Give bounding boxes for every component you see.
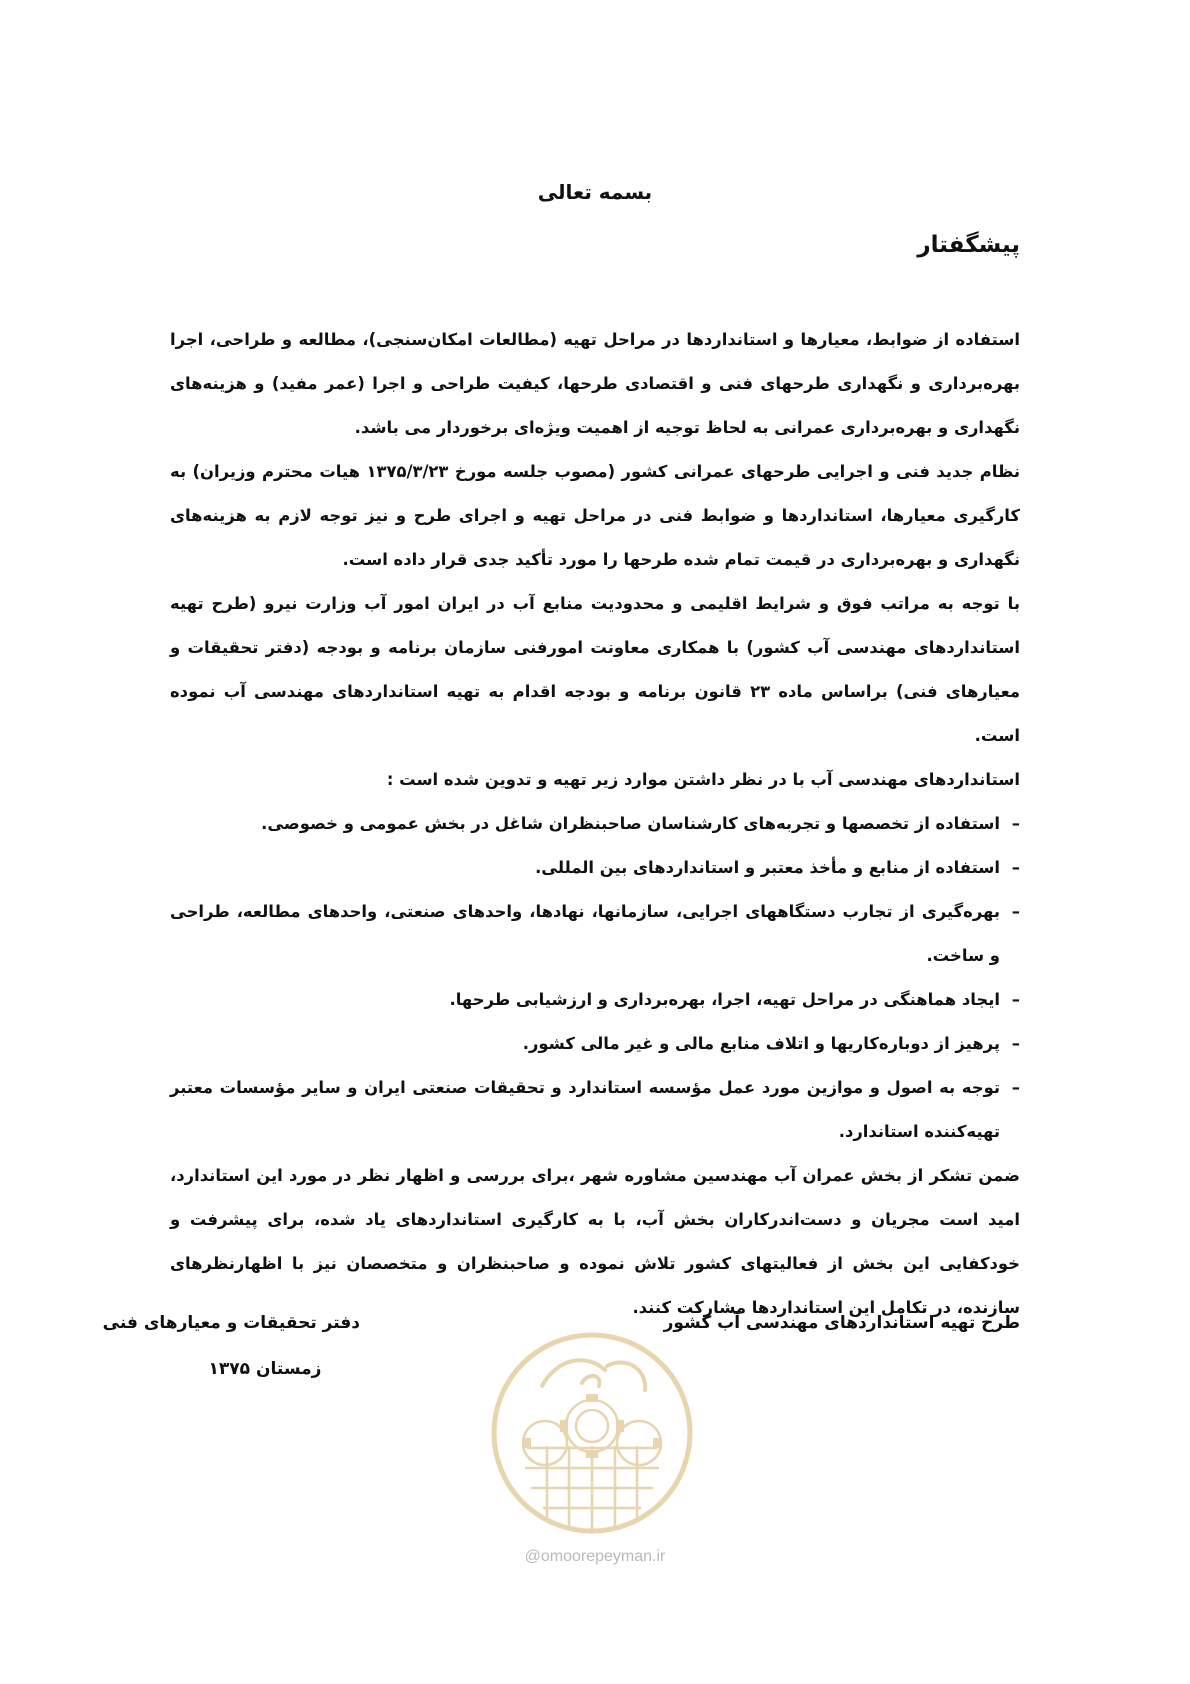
preface-body — [170, 318, 1020, 1330]
signature-right — [664, 1300, 1020, 1346]
signature-right-org: طرح تهیه استانداردهای مهندسی آب کشور — [663, 1313, 1020, 1333]
list-item: – بهره‌گیری از تجارب دستگاههای اجرایی، سازمانها، نهادها، واحدهای صنعتی، واحدهای مطالعه، طراحی و ساخت. — [170, 890, 1020, 978]
signature-left — [102, 1300, 360, 1392]
paragraph: استانداردهای مهندسی آب با در نظر داشتن موارد زیر تهیه و تدوین شده است : — [386, 770, 1020, 789]
paragraph: استفاده از ضوابط، معیارها و استانداردها در مراحل تهیه (مطالعات امکان‌سنجی)، مطالعه و طراحی، اجرا بهره‌برداری و نگهداری طرحهای فنی و اقتصادی طرحها، کیفیت طراحی و اجرا (عمر مفید) و هزینه‌های نگهداری و بهره‌برداری عمرانی به لحاظ توجیه از اهمیت ویژه‌ای برخوردار می باشد. — [170, 330, 1020, 437]
paragraph: نظام جدید فنی و اجرایی طرحهای عمرانی کشور (مصوب جلسه مورخ ۱۳۷۵/۳/۲۳ هیات محترم وزیران) به کارگیری معیارها، استانداردها و ضوابط فنی در مراحل تهیه و اجرای طرح و نیز توجه لازم به هزینه‌های نگهداری و بهره‌برداری در قیمت تمام شده طرحها را مورد تأکید جدی قرار داده است. — [170, 462, 1020, 569]
list-item: – استفاده از تخصصها و تجربه‌های کارشناسان صاحبنظران شاغل در بخش عمومی و خصوصی. — [170, 802, 1020, 846]
signature-left-org: دفتر تحقیقات و معیارهای فنی — [102, 1313, 360, 1333]
criteria-list — [170, 802, 1020, 1154]
bismillah-heading: بسمه تعالی — [537, 180, 653, 204]
list-item: – توجه به اصول و موازین مورد عمل مؤسسه استاندارد و تحقیقات صنعتی ایران و سایر مؤسسات معتبر تهیه‌کننده استاندارد. — [170, 1066, 1020, 1154]
page-title: پیشگفتار — [917, 232, 1020, 258]
list-item: – ایجاد هماهنگی در مراحل تهیه، اجرا، بهره‌برداری و ارزشیابی طرحها. — [170, 978, 1020, 1022]
closing-paragraph: ضمن تشکر از بخش عمران آب مهندسین مشاوره شهر ،برای بررسی و اظهار نظر در مورد این استاندارد، امید است مجریان و دست‌اندرکاران بخش آب، با به کارگیری استانداردهای یاد شده، برای پیشرفت و خودکفایی این بخش از فعالیتهای کشور تلاش نموده و صاحبنظران و متخصصان نیز با اظهارنظرهای سازنده، در تکامل این استانداردها مشارکت کنند. — [170, 1166, 1020, 1317]
paragraph: با توجه به مراتب فوق و شرایط اقلیمی و محدودیت منابع آب در ایران امور آب وزارت نیرو (طرح تهیه استانداردهای مهندسی آب کشور) با همکاری معاونت امورفنی سازمان برنامه و بودجه (دفتر تحقیقات و معیارهای فنی) براساس ماده ۲۳ قانون برنامه و بودجه اقدام به تهیه استانداردهای مهندسی آب نموده است. — [170, 594, 1020, 745]
list-item: – استفاده از منابع و مأخذ معتبر و استانداردهای بین المللی. — [170, 846, 1020, 890]
watermark-logo — [487, 1328, 697, 1538]
list-item: – پرهیز از دوباره‌کاریها و اتلاف منابع مالی و غیر مالی کشور. — [170, 1022, 1020, 1066]
signature-date: زمستان ۱۳۷۵ — [208, 1359, 322, 1379]
watermark-url: @omoorepeyman.ir — [524, 1548, 666, 1565]
